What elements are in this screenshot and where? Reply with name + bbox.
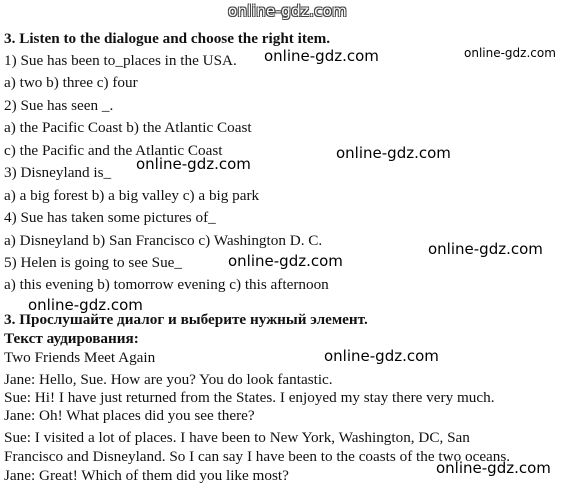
watermark: online-gdz.com xyxy=(336,144,451,162)
exercise-heading-ru: 3. Прослушайте диалог и выберите нужный элемент. xyxy=(4,311,368,328)
dialogue-line: Sue: I visited a lot of places. I have been to New York, Washington, DC, San xyxy=(4,429,470,446)
audio-text-heading: Текст аудирования: xyxy=(4,330,139,347)
watermark: online-gdz.com xyxy=(428,240,543,258)
question-4-options: a) Disneyland b) San Francisco c) Washington D. C. xyxy=(4,232,323,249)
question-5-options: a) this evening b) tomorrow evening c) this afternoon xyxy=(4,276,329,293)
watermark-top: online-gdz.com xyxy=(228,2,348,20)
question-1: 1) Sue has been to_places in the USA. xyxy=(4,52,237,69)
dialogue-title: Two Friends Meet Again xyxy=(4,349,156,366)
watermark: online-gdz.com xyxy=(436,459,551,477)
dialogue-line: Jane: Hello, Sue. How are you? You do look fantastic. xyxy=(4,371,333,388)
watermark: online-gdz.com xyxy=(28,296,143,314)
question-5: 5) Helen is going to see Sue_ xyxy=(4,254,183,271)
dialogue-line: Francisco and Disneyland. So I can say I have been to the coasts of the two oceans. xyxy=(4,448,511,465)
question-3: 3) Disneyland is_ xyxy=(4,164,112,181)
watermark: online-gdz.com xyxy=(264,47,379,65)
dialogue-line: Sue: Hi! I have just returned from the States. I enjoyed my stay there very much. xyxy=(4,389,495,406)
question-3-options: a) a big forest b) a big valley c) a big park xyxy=(4,187,260,204)
exercise-heading-en: 3. Listen to the dialogue and choose the right item. xyxy=(4,30,331,47)
watermark: online-gdz.com xyxy=(324,347,439,365)
question-2-options-c: c) the Pacific and the Atlantic Coast xyxy=(4,142,223,159)
watermark: online-gdz.com xyxy=(228,252,343,270)
watermark: online-gdz.com xyxy=(136,155,251,173)
question-2-options-a: a) the Pacific Coast b) the Atlantic Coast xyxy=(4,119,252,136)
dialogue-line: Jane: Great! Which of them did you like most? xyxy=(4,467,289,484)
watermark: online-gdz.com xyxy=(464,46,556,60)
question-4: 4) Sue has taken some pictures of_ xyxy=(4,209,216,226)
question-1-options: a) two b) three c) four xyxy=(4,74,138,91)
question-2: 2) Sue has seen _. xyxy=(4,97,114,114)
dialogue-line: Jane: Oh! What places did you see there? xyxy=(4,407,255,424)
